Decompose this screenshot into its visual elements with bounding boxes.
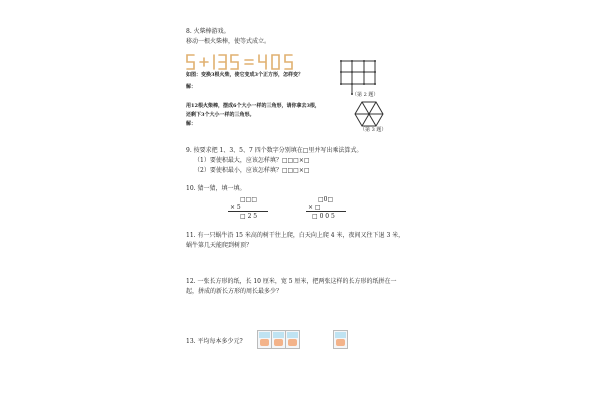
q11-line2: 蜗牛第几天能爬到树顶？ [186,242,253,249]
fig1-caption: （第 2 题） [352,92,379,98]
mul-right-row3: □ 0 0 5 [312,213,335,220]
matchstick-equation [186,54,312,70]
multiplication-left [226,196,272,226]
q8-sub2-question-line2: 还剩下3个大小一样的三角形。 [186,112,255,118]
mul-left-row2: × 5 [230,204,241,211]
q9-item2: （2）要使积最小，应该怎样填？□□□×□ [194,167,310,174]
book-image [271,330,286,349]
q13-title: 13. 平均每本多少元? [186,338,243,345]
mul-left-row1: □□□ [240,196,258,203]
q8-instruction: 移动一根火柴棒，使等式成立。 [186,38,271,45]
multiplication-right [304,196,350,226]
q9-item1: （1）要使积最大，应该怎样填？□□□×□ [194,157,310,164]
fig2-caption: （第 3 题） [360,127,387,133]
book-image [333,330,348,349]
mul-left-row3: □ 2 5 [240,213,258,220]
q8-title: 8. 火柴棒游戏。 [186,28,230,35]
q11-line1: 11. 有一只蜗牛沿 15 米高的树干往上爬，白天向上爬 4 米，夜间又往下退 3 米， [186,232,405,239]
q9-title: 9. 按要求把 1、3、5、7 四个数字分别填在□里并写出乘法算式。 [186,147,363,154]
q8-sub2-answer: 解： [186,121,197,127]
q8-sub1-answer: 解： [186,84,197,90]
book-image [257,330,272,349]
mul-right-row1: □0□ [318,196,334,203]
mul-right-rule [306,211,346,212]
matchstick-hexagon-figure [354,101,384,127]
q8-sub2-question-line1: 用12根火柴棒，摆成6个大小一样的三角形，请你拿去3根， [186,103,320,109]
book-image [285,330,300,349]
q12-line2: 起，拼成的新长方形的周长最多少？ [186,288,283,295]
q10-title: 10. 猜一猜，填一填。 [186,185,246,192]
q12-line1: 12. 一张长方形的纸，长 10 厘米，宽 5 厘米，把两张这样的长方形的纸拼在一 [186,278,397,285]
mul-right-row2: × □ [308,204,321,211]
q8-sub1-question: 如图：变换3根火柴，使它变成3个正方形，怎样变？ [186,72,303,78]
mul-left-rule [228,211,268,212]
